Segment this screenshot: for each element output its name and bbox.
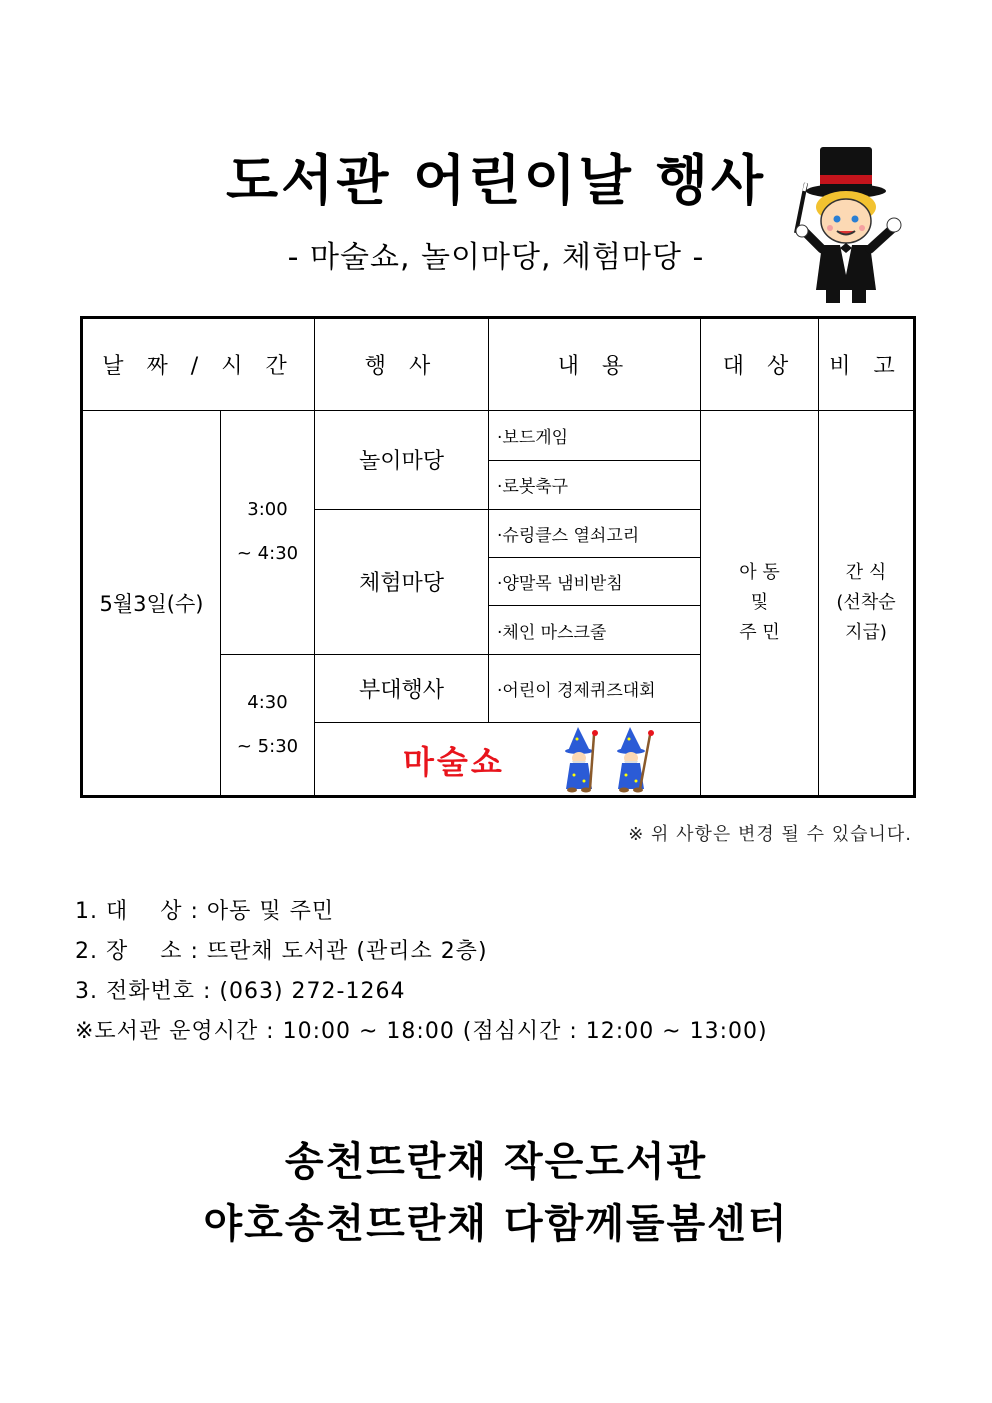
footer-center-name: 야호송천뜨란채 다함께돌봄센터 [203,1201,789,1247]
event-side-event: 부대행사 [315,654,489,723]
col-header-date: 날 짜 / 시 간 [82,318,315,411]
time-end-1: ~ 4:30 [236,543,299,565]
notice-text: ※ 위 사항은 변경 될 수 있습니다. [628,824,912,845]
info-phone: 3. 전화번호 : (063) 272-1264 [75,979,406,1004]
time-cell-1 [221,410,315,654]
time-cell-2 [221,654,315,796]
list-item: ·어린이 경제퀴즈대회 [489,654,701,723]
event-experience-yard: 체험마당 [315,509,489,654]
wizard-icon [560,725,660,793]
info-list [75,892,768,1052]
date-cell: 5월3일(수) [82,410,221,796]
remark-cell [819,410,915,796]
magician-icon [790,145,902,305]
list-item: ·보드게임 [489,410,701,460]
event-play-yard: 놀이마당 [315,410,489,509]
list-item: ·양말목 냄비받침 [489,557,701,605]
table-header-row [82,318,915,411]
target-line-3: 주 민 [739,621,780,643]
info-location: 2. 장 소 : 뜨란채 도서관 (관리소 2층) [75,939,488,964]
col-header-remark: 비 고 [819,318,915,411]
list-item: ·로봇축구 [489,461,701,509]
time-end-2: ~ 5:30 [236,735,299,757]
page-subtitle: - 마술쇼, 놀이마당, 체험마당 - [287,240,705,275]
footer-library-name: 송천뜨란채 작은도서관 [284,1139,708,1185]
target-line-2: 및 [750,591,769,613]
list-item: ·체인 마스크줄 [489,606,701,654]
magic-show-cell [315,723,701,797]
info-hours: ※도서관 운영시간 : 10:00 ~ 18:00 (점심시간 : 12:00 ~ 13:00) [75,1019,768,1044]
target-line-1: 아 동 [739,561,780,583]
target-cell [701,410,819,796]
schedule-table [80,316,916,798]
remark-line-1: 간 식 [845,561,887,583]
remark-line-3: 지급) [845,621,887,643]
page-title: 도서관 어린이날 행사 [225,149,767,212]
col-header-event: 행 사 [315,318,489,411]
remark-line-2: (선착순 [836,591,896,613]
time-start-2: 4:30 [247,691,288,713]
time-start-1: 3:00 [247,499,288,521]
col-header-target: 대 상 [701,318,819,411]
col-header-content: 내 용 [489,318,701,411]
info-target: 1. 대 상 : 아동 및 주민 [75,899,335,924]
magic-show-label: 마술쇼 [403,743,505,782]
list-item: ·슈링클스 열쇠고리 [489,509,701,557]
